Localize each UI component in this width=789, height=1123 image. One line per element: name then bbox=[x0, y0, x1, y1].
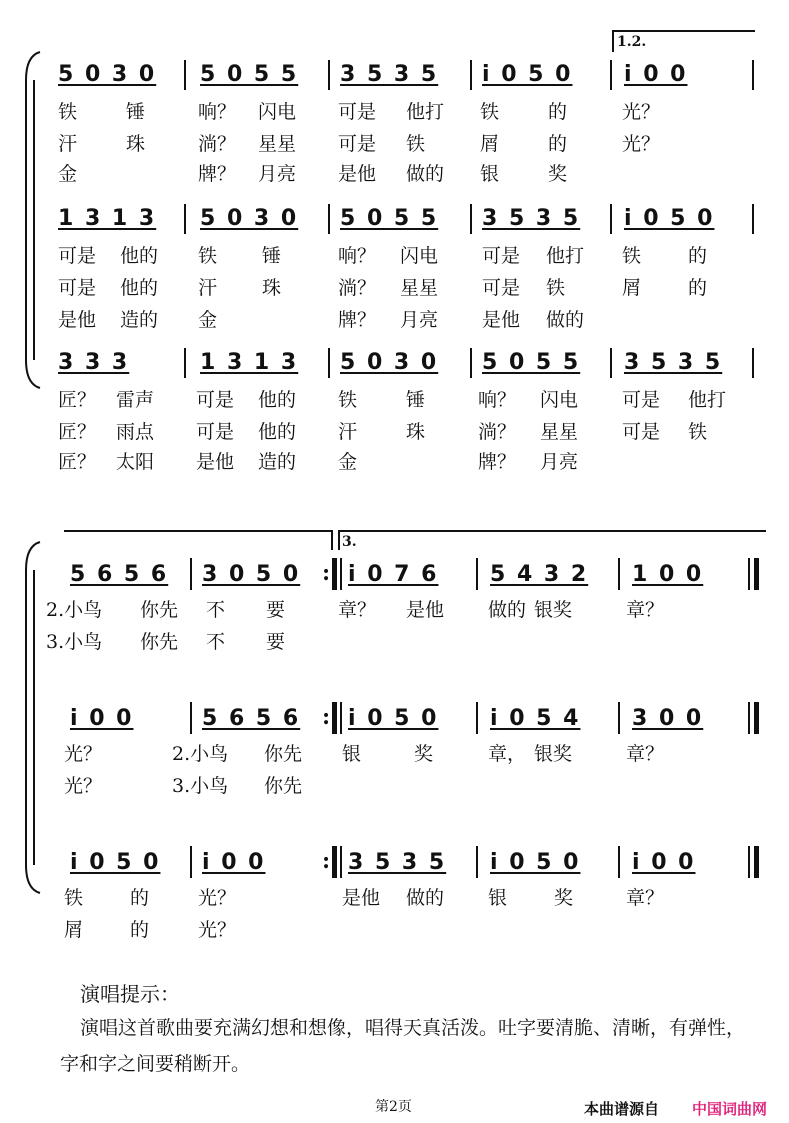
barline bbox=[340, 702, 342, 734]
lyric: 屑 bbox=[64, 919, 84, 941]
lyric: 星星 bbox=[258, 133, 297, 155]
lyric: 星星 bbox=[540, 421, 579, 443]
volta-hook-1 bbox=[612, 30, 614, 52]
barline bbox=[610, 204, 612, 234]
lyric: 你先 bbox=[140, 631, 179, 653]
lyric: 造的 bbox=[258, 451, 297, 473]
repeat-end: : bbox=[322, 848, 331, 874]
lyric: 的 bbox=[548, 101, 568, 123]
measure-notes: i 0 0 bbox=[70, 706, 134, 731]
final-barline bbox=[754, 846, 759, 878]
lyric: 是他 bbox=[338, 163, 377, 185]
measure-notes: 3 3 3 bbox=[58, 350, 130, 375]
lyric: 雨点 bbox=[116, 421, 155, 443]
lyric: 可是 bbox=[482, 277, 521, 299]
lyric: 牌？ bbox=[198, 163, 237, 185]
lyric: 响？ bbox=[338, 245, 377, 267]
lyric: 可是 bbox=[338, 101, 377, 123]
lyric: 2.小鸟 bbox=[46, 599, 103, 621]
lyric: 可是 bbox=[622, 421, 661, 443]
lyric: 你先 bbox=[264, 775, 303, 797]
final-barline bbox=[754, 702, 759, 734]
lyric: 汗 bbox=[58, 133, 78, 155]
measure-notes: 3 0 0 bbox=[632, 706, 704, 731]
lyric: 可是 bbox=[622, 389, 661, 411]
measure-notes: 5 0 5 5 bbox=[482, 350, 581, 375]
repeat-end: : bbox=[322, 704, 331, 730]
lyric: 的 bbox=[548, 133, 568, 155]
barline bbox=[610, 348, 612, 378]
lyric: 铁 bbox=[58, 101, 78, 123]
lyric: 做的 bbox=[546, 309, 585, 331]
measure-notes: 5 6 5 6 bbox=[202, 706, 301, 731]
volta-hook-2a bbox=[331, 530, 333, 550]
lyric: 月亮 bbox=[540, 451, 579, 473]
barline bbox=[476, 702, 478, 734]
measure-notes: i 0 5 0 bbox=[70, 850, 161, 875]
barline bbox=[184, 348, 186, 378]
measure-notes: i 0 0 bbox=[624, 62, 688, 87]
lyric: 铁 bbox=[546, 277, 566, 299]
measure-notes: 5 0 3 0 bbox=[200, 206, 299, 231]
barline bbox=[470, 60, 472, 90]
measure-notes: 3 5 3 5 bbox=[340, 62, 439, 87]
lyric: 光？ bbox=[622, 101, 661, 123]
measure-notes: 5 6 5 6 bbox=[70, 562, 169, 587]
lyric: 铁 bbox=[406, 133, 426, 155]
lyric: 你先 bbox=[140, 599, 179, 621]
tips-title: 演唱提示： bbox=[80, 982, 180, 1006]
lyric: 银 bbox=[488, 887, 508, 909]
volta-line-2a bbox=[64, 530, 332, 532]
lyric: 铁 bbox=[198, 245, 218, 267]
lyric: 金 bbox=[338, 451, 358, 473]
measure-notes: 5 0 3 0 bbox=[58, 62, 157, 87]
lyric: 的 bbox=[688, 245, 708, 267]
system-brace-2 bbox=[20, 540, 44, 895]
barline bbox=[340, 558, 342, 590]
barline bbox=[748, 702, 750, 734]
barline bbox=[190, 846, 192, 878]
measure-notes: i 0 7 6 bbox=[348, 562, 439, 587]
lyric: 响？ bbox=[198, 101, 237, 123]
lyric: 他的 bbox=[120, 245, 159, 267]
barline bbox=[752, 348, 754, 378]
barline bbox=[470, 348, 472, 378]
lyric: 雷声 bbox=[116, 389, 155, 411]
repeat-barline bbox=[332, 702, 337, 734]
lyric: 可是 bbox=[196, 389, 235, 411]
lyric: 铁 bbox=[64, 887, 84, 909]
measure-notes: 5 0 5 5 bbox=[340, 206, 439, 231]
lyric: 奖 bbox=[554, 887, 574, 909]
barline bbox=[748, 846, 750, 878]
final-barline bbox=[754, 558, 759, 590]
lyric: 他的 bbox=[258, 389, 297, 411]
lyric: 珠 bbox=[406, 421, 426, 443]
lyric: 匠？ bbox=[58, 451, 97, 473]
lyric: 锤 bbox=[126, 101, 146, 123]
lyric: 汗 bbox=[338, 421, 358, 443]
lyric: 是他 bbox=[406, 599, 445, 621]
lyric: 奖 bbox=[414, 743, 434, 765]
lyric: 2.小鸟 bbox=[172, 743, 229, 765]
barline bbox=[476, 558, 478, 590]
lyric: 你先 bbox=[264, 743, 303, 765]
repeat-end: : bbox=[322, 560, 331, 586]
lyric: 闪电 bbox=[400, 245, 439, 267]
measure-notes: 3 5 3 5 bbox=[624, 350, 723, 375]
measure-notes: i 0 5 0 bbox=[624, 206, 715, 231]
lyric: 珠 bbox=[262, 277, 282, 299]
measure-notes: i 0 0 bbox=[632, 850, 696, 875]
source-prefix: 本曲谱源自 bbox=[584, 1100, 660, 1118]
lyric: 锤 bbox=[406, 389, 426, 411]
page-number: 第2页 bbox=[375, 1099, 412, 1115]
measure-notes: 1 3 1 3 bbox=[200, 350, 299, 375]
lyric: 章？ bbox=[338, 599, 377, 621]
barline bbox=[470, 204, 472, 234]
lyric: 要 bbox=[266, 599, 286, 621]
lyric: 是他 bbox=[342, 887, 381, 909]
lyric: 不 bbox=[206, 631, 226, 653]
lyric: 太阳 bbox=[116, 451, 155, 473]
lyric: 银 bbox=[342, 743, 362, 765]
lyric: 响？ bbox=[478, 389, 517, 411]
lyric: 铁 bbox=[622, 245, 642, 267]
lyric: 章？ bbox=[626, 599, 665, 621]
measure-notes: 1 3 1 3 bbox=[58, 206, 157, 231]
lyric: 光？ bbox=[64, 743, 103, 765]
barline bbox=[340, 846, 342, 878]
lyric: 淌？ bbox=[338, 277, 377, 299]
lyric: 的 bbox=[130, 919, 150, 941]
lyric: 金 bbox=[198, 309, 218, 331]
lyric: 3.小鸟 bbox=[172, 775, 229, 797]
lyric: 可是 bbox=[58, 245, 97, 267]
measure-notes: 1 0 0 bbox=[632, 562, 704, 587]
lyric: 锤 bbox=[262, 245, 282, 267]
lyric: 星星 bbox=[400, 277, 439, 299]
lyric: 可是 bbox=[482, 245, 521, 267]
lyric: 他打 bbox=[688, 389, 727, 411]
barline bbox=[748, 558, 750, 590]
barline bbox=[752, 60, 754, 90]
lyric: 淌？ bbox=[198, 133, 237, 155]
lyric: 铁 bbox=[688, 421, 708, 443]
measure-notes: 3 5 3 5 bbox=[482, 206, 581, 231]
barline bbox=[752, 204, 754, 234]
barline bbox=[618, 846, 620, 878]
lyric: 汗 bbox=[198, 277, 218, 299]
lyric: 是他 bbox=[196, 451, 235, 473]
lyric: 牌？ bbox=[338, 309, 377, 331]
measure-notes: 3 0 5 0 bbox=[202, 562, 301, 587]
lyric: 铁 bbox=[338, 389, 358, 411]
lyric: 金 bbox=[58, 163, 78, 185]
lyric: 的 bbox=[688, 277, 708, 299]
lyric: 银奖 bbox=[534, 599, 573, 621]
lyric: 他的 bbox=[120, 277, 159, 299]
measure-notes: i 0 5 0 bbox=[348, 706, 439, 731]
lyric: 他打 bbox=[406, 101, 445, 123]
measure-notes: 5 4 3 2 bbox=[490, 562, 589, 587]
repeat-barline bbox=[332, 846, 337, 878]
lyric: 造的 bbox=[120, 309, 159, 331]
measure-notes: i 0 0 bbox=[202, 850, 266, 875]
barline bbox=[184, 60, 186, 90]
barline bbox=[476, 846, 478, 878]
lyric: 淌？ bbox=[478, 421, 517, 443]
lyric: 章， bbox=[488, 743, 527, 765]
lyric: 闪电 bbox=[258, 101, 297, 123]
lyric: 月亮 bbox=[258, 163, 297, 185]
volta-line-1 bbox=[612, 30, 755, 32]
lyric: 的 bbox=[130, 887, 150, 909]
lyric: 可是 bbox=[58, 277, 97, 299]
lyric: 章？ bbox=[626, 743, 665, 765]
lyric: 做的 bbox=[488, 599, 527, 621]
lyric: 奖 bbox=[548, 163, 568, 185]
barline bbox=[190, 558, 192, 590]
lyric: 银奖 bbox=[534, 743, 573, 765]
lyric: 他的 bbox=[258, 421, 297, 443]
barline bbox=[618, 702, 620, 734]
repeat-barline bbox=[332, 558, 337, 590]
volta-label-1: 1.2. bbox=[617, 34, 647, 50]
lyric: 3.小鸟 bbox=[46, 631, 103, 653]
lyric: 是他 bbox=[482, 309, 521, 331]
lyric: 月亮 bbox=[400, 309, 439, 331]
measure-notes: 5 0 5 5 bbox=[200, 62, 299, 87]
lyric: 光？ bbox=[198, 887, 237, 909]
lyric: 是他 bbox=[58, 309, 97, 331]
lyric: 光？ bbox=[622, 133, 661, 155]
lyric: 他打 bbox=[546, 245, 585, 267]
lyric: 做的 bbox=[406, 163, 445, 185]
barline bbox=[618, 558, 620, 590]
system-brace-1 bbox=[20, 50, 44, 390]
lyric: 章？ bbox=[626, 887, 665, 909]
lyric: 珠 bbox=[126, 133, 146, 155]
lyric: 匠？ bbox=[58, 421, 97, 443]
measure-notes: 5 0 3 0 bbox=[340, 350, 439, 375]
volta-label-2: 3. bbox=[342, 534, 357, 550]
measure-notes: i 0 5 4 bbox=[490, 706, 581, 731]
lyric: 可是 bbox=[338, 133, 377, 155]
measure-notes: i 0 5 0 bbox=[490, 850, 581, 875]
tips-body: 演唱这首歌曲要充满幻想和想像，唱得天真活泼。吐字要清脆、清晰，有弹性，字和字之间要稍断开。 bbox=[60, 1017, 746, 1075]
source-site: 中国词曲网 bbox=[692, 1100, 768, 1118]
measure-notes: i 0 5 0 bbox=[482, 62, 573, 87]
lyric: 屑 bbox=[622, 277, 642, 299]
lyric: 匠？ bbox=[58, 389, 97, 411]
lyric: 光？ bbox=[64, 775, 103, 797]
barline bbox=[184, 204, 186, 234]
lyric: 铁 bbox=[480, 101, 500, 123]
barline bbox=[328, 204, 330, 234]
lyric: 闪电 bbox=[540, 389, 579, 411]
measure-notes: 3 5 3 5 bbox=[348, 850, 447, 875]
barline bbox=[328, 348, 330, 378]
barline bbox=[328, 60, 330, 90]
lyric: 光？ bbox=[198, 919, 237, 941]
barline bbox=[610, 60, 612, 90]
barline bbox=[190, 702, 192, 734]
lyric: 要 bbox=[266, 631, 286, 653]
volta-hook-2b bbox=[338, 530, 340, 550]
volta-line-2b bbox=[338, 530, 766, 532]
lyric: 屑 bbox=[480, 133, 500, 155]
lyric: 银 bbox=[480, 163, 500, 185]
lyric: 可是 bbox=[196, 421, 235, 443]
lyric: 牌？ bbox=[478, 451, 517, 473]
lyric: 做的 bbox=[406, 887, 445, 909]
lyric: 不 bbox=[206, 599, 226, 621]
